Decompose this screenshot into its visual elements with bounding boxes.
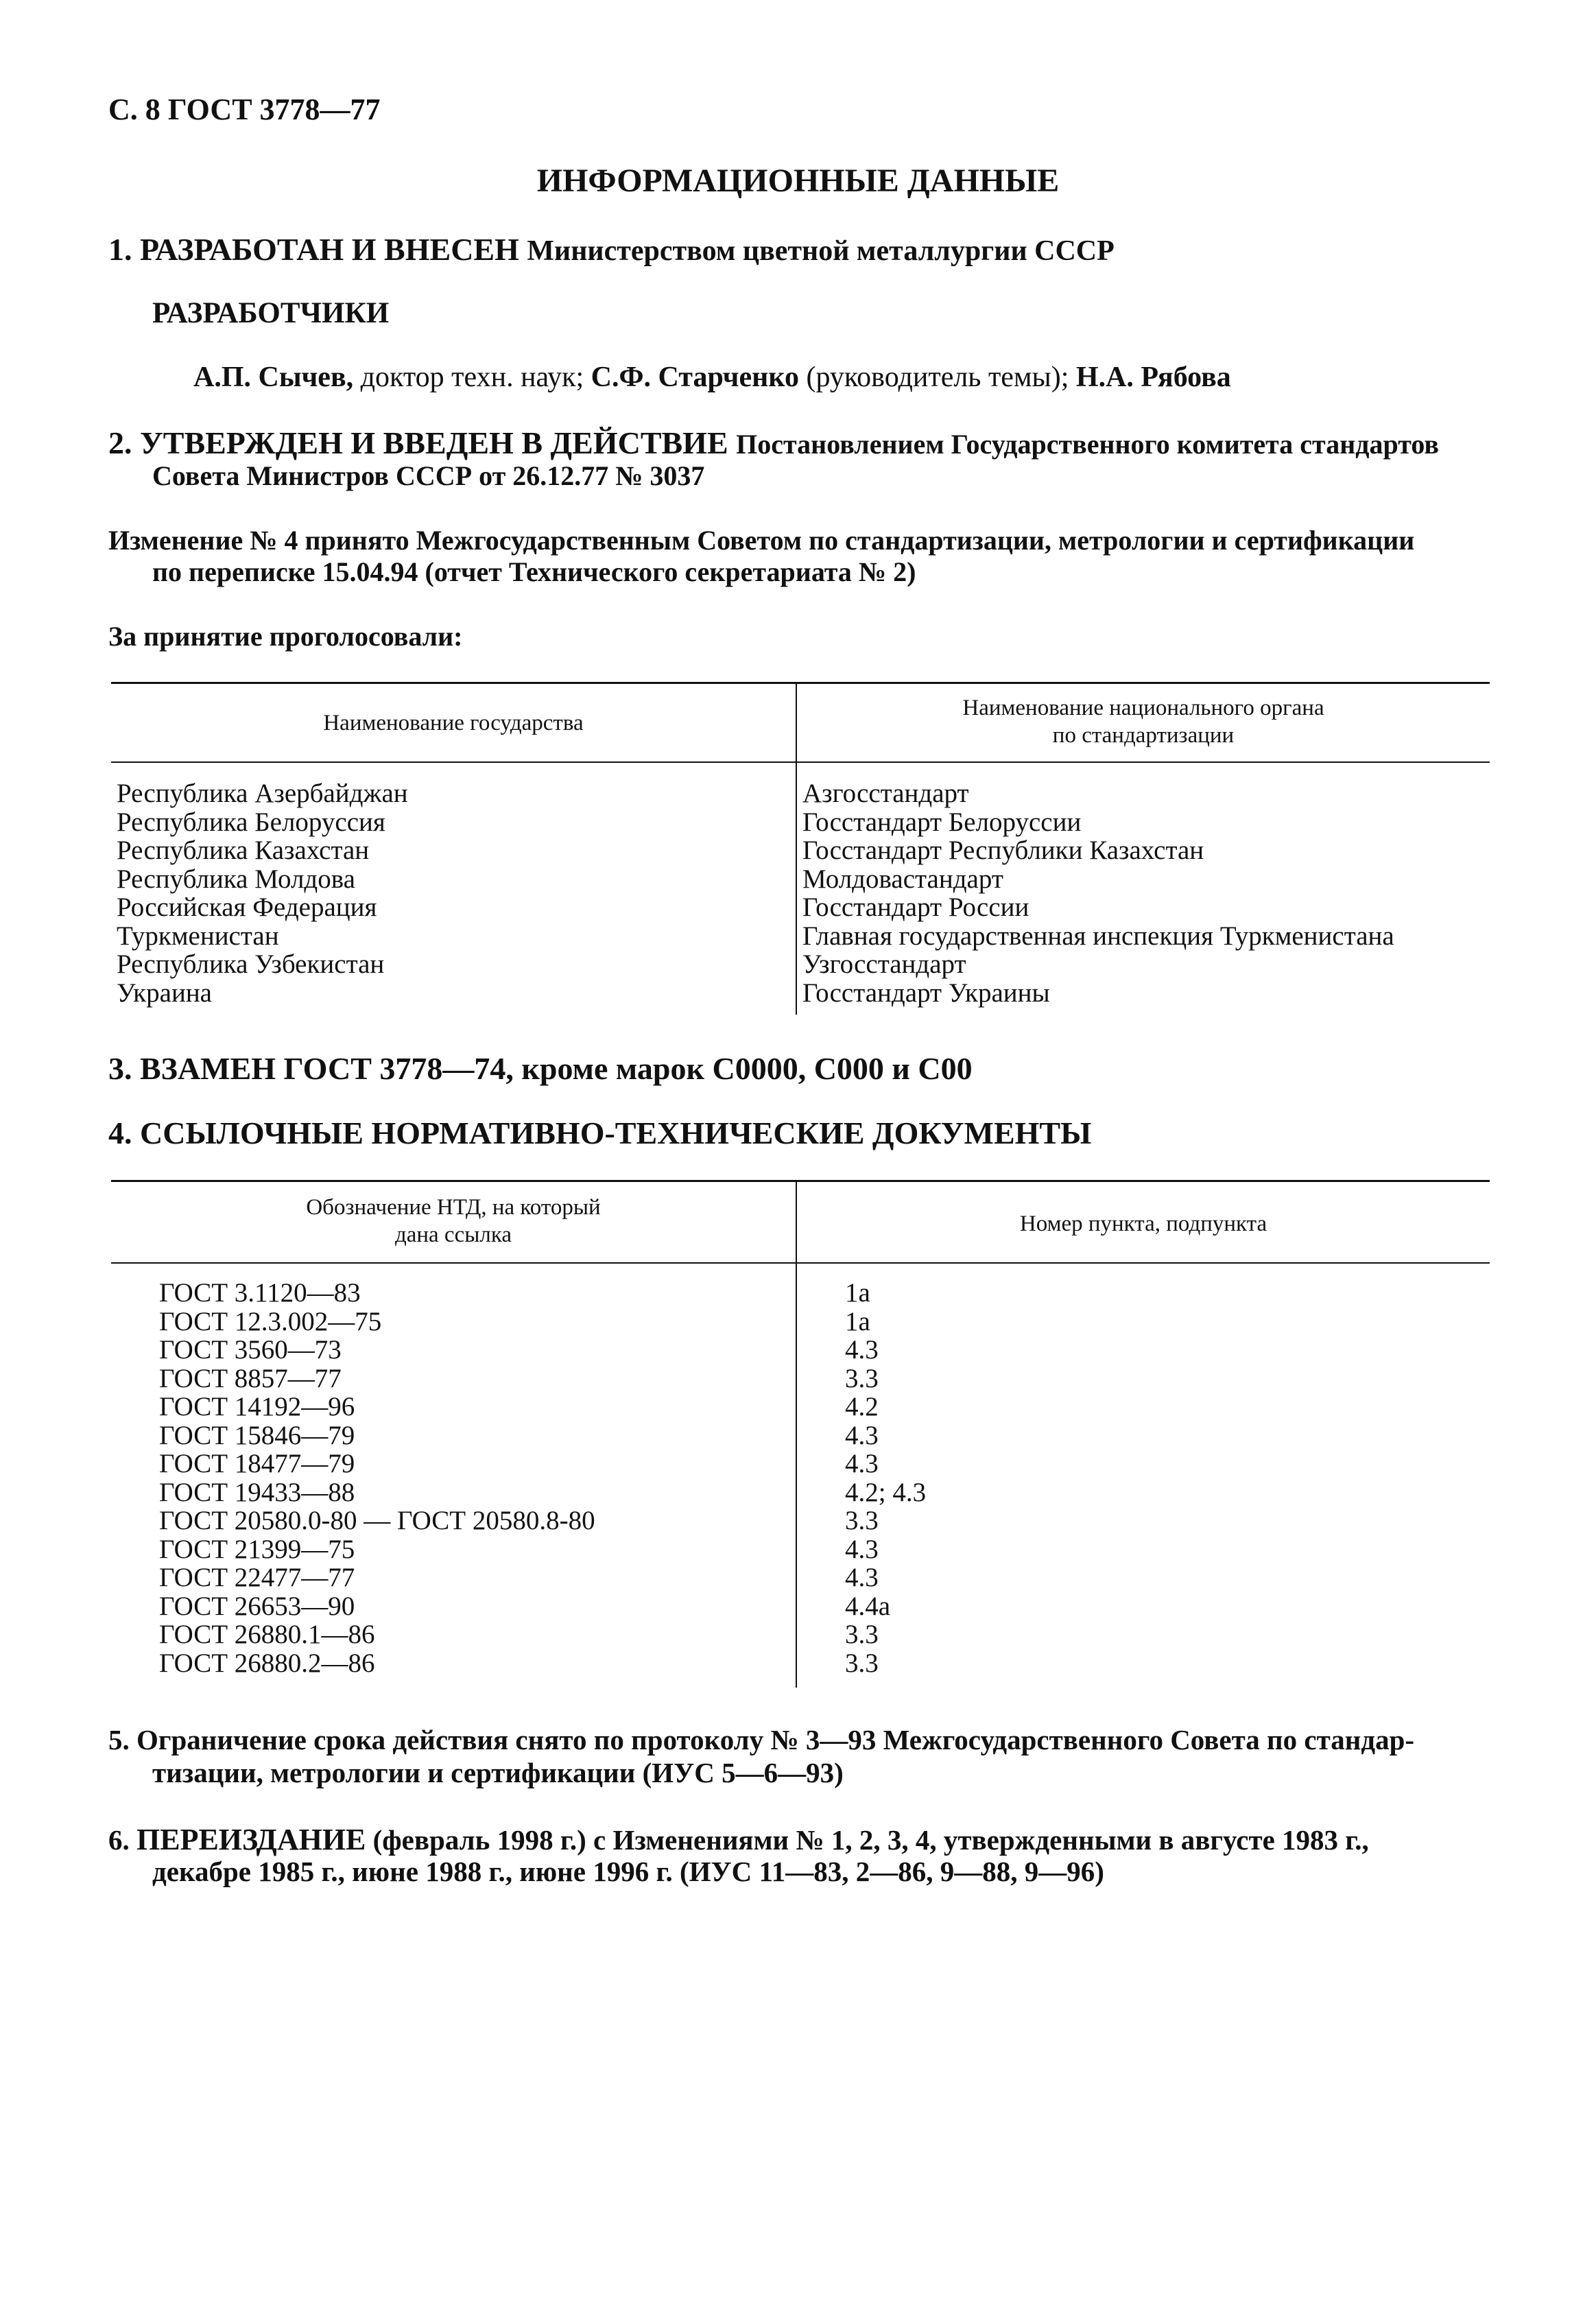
section-text: ВЗАМЕН ГОСТ 3778—74, кроме марок С0000, С000 и С00 — [140, 1051, 973, 1086]
section-number: 3. — [108, 1051, 132, 1086]
section-1 — [108, 233, 1115, 268]
table-header-border — [111, 761, 1490, 763]
section-heading: ССЫЛОЧНЫЕ НОРМАТИВНО-ТЕХНИЧЕСКИЕ ДОКУМЕНТЫ — [140, 1115, 1092, 1150]
table-cell-item: 4.3 — [845, 1420, 879, 1450]
table-cell-item: 4.3 — [845, 1449, 879, 1478]
developer-name: С.Ф. Старченко — [591, 362, 799, 393]
table-cell-document: ГОСТ 8857—77 — [159, 1363, 342, 1393]
table-cell-body: Азгосстандарт — [802, 779, 969, 808]
section-2 — [108, 427, 1439, 461]
table-cell-state: Республика Азербайджан — [117, 779, 408, 808]
page-title: ИНФОРМАЦИОННЫЕ ДАННЫЕ — [536, 163, 1060, 199]
table-cell-document: ГОСТ 18477—79 — [159, 1449, 355, 1478]
section-number: 2. — [108, 425, 132, 460]
section-4 — [108, 1117, 1091, 1150]
table-cell-state: Республика Белоруссия — [117, 807, 385, 837]
table-cell-document: ГОСТ 26880.2—86 — [159, 1648, 375, 1678]
page-header: С. 8 ГОСТ 3778—77 — [108, 93, 381, 126]
section-heading: ПЕРЕИЗДАНИЕ — [136, 1823, 366, 1856]
table-cell-state: Украина — [117, 978, 212, 1008]
section-heading: УТВЕРЖДЕН И ВВЕДЕН В ДЕЙСТВИЕ — [140, 425, 728, 460]
table-cell-document: ГОСТ 19433—88 — [159, 1477, 355, 1507]
table-cell-state: Туркменистан — [117, 921, 279, 951]
section-text: Ограничение срока действия снято по протоколу № 3—93 Межгосударственного Совета по стандар- — [136, 1724, 1415, 1756]
state-column — [117, 779, 408, 1007]
section-text-cont: Совета Министров СССР от 26.12.77 № 3037 — [152, 460, 705, 491]
table-cell-document: ГОСТ 26653—90 — [159, 1591, 355, 1621]
section-6-cont: декабре 1985 г., июне 1988 г., июне 1996 г. (ИУС 11—83, 2—86, 9—88, 9—96) — [152, 1856, 1104, 1887]
table-cell-body: Главная государственная инспекция Туркменистана — [802, 921, 1394, 951]
table-cell-item: 4.2; 4.3 — [845, 1477, 927, 1507]
table-cell-state: Республика Казахстан — [117, 836, 370, 865]
document-column — [159, 1279, 595, 1677]
section-5 — [108, 1723, 1414, 1756]
table-cell-item: 1а — [845, 1306, 870, 1336]
section-text: (февраль 1998 г.) с Изменениями № 1, 2, 3, 4, утвержденными в августе 1983 г., — [372, 1824, 1369, 1856]
section-5-cont: тизации, метрологии и сертификации (ИУС 5—6—93) — [152, 1757, 844, 1788]
table-column-divider — [796, 1180, 797, 1688]
table-cell-item: 3.3 — [845, 1620, 879, 1649]
table-cell-document: ГОСТ 15846—79 — [159, 1420, 355, 1450]
section-heading: РАЗРАБОТАН И ВНЕСЕН — [140, 232, 519, 267]
table-cell-item: 3.3 — [845, 1506, 879, 1535]
table-cell-item: 4.3 — [845, 1563, 879, 1592]
table-cell-document: ГОСТ 26880.1—86 — [159, 1620, 375, 1649]
section-3 — [108, 1052, 973, 1085]
table-cell-body: Госстандарт Украины — [802, 978, 1050, 1008]
table-cell-item: 3.3 — [845, 1363, 879, 1393]
table-cell-document: ГОСТ 21399—75 — [159, 1534, 355, 1564]
section-number: 1. — [108, 232, 132, 267]
table-cell-body: Молдовастандарт — [802, 864, 1003, 894]
table-cell-body: Госстандарт России — [802, 893, 1029, 922]
change-notice: Изменение № 4 принято Межгосударственным Советом по стандартизации, метрологии и сертификации — [108, 525, 1415, 556]
table-cell-document: ГОСТ 12.3.002—75 — [159, 1306, 382, 1336]
developers-list — [193, 361, 1231, 394]
table-cell-item: 4.4а — [845, 1591, 891, 1621]
column-header-state: Наименование государства — [323, 711, 584, 735]
change-notice-cont: по переписке 15.04.94 (отчет Технического секретариата № 2) — [152, 556, 916, 587]
section-6 — [108, 1822, 1369, 1857]
table-cell-item: 4.2 — [845, 1392, 879, 1421]
section-number: 5. — [108, 1724, 130, 1756]
table-cell-document: ГОСТ 14192—96 — [159, 1392, 355, 1421]
table-top-border — [111, 1180, 1490, 1182]
column-header-document: Обозначение НТД, на который дана ссылка — [306, 1195, 601, 1247]
body-column — [802, 779, 1394, 1007]
table-cell-document: ГОСТ 20580.0-80 — ГОСТ 20580.8-80 — [159, 1506, 595, 1535]
table-cell-state: Республика Молдова — [117, 864, 355, 894]
table-header-border — [111, 1262, 1490, 1264]
section-text: Министерством цветной металлургии СССР — [527, 235, 1115, 267]
table-cell-body: Госстандарт Белоруссии — [802, 807, 1082, 837]
developers-label: РАЗРАБОТЧИКИ — [152, 297, 390, 329]
developer-title: доктор техн. наук; — [353, 362, 591, 393]
table-cell-item: 4.3 — [845, 1335, 879, 1364]
developer-name: Н.А. Рябова — [1075, 362, 1231, 393]
column-header-body: Наименование национального органа по стандартизации — [962, 696, 1324, 748]
column-header-item: Номер пункта, подпункта — [1019, 1211, 1267, 1236]
voted-label: За принятие проголосовали: — [108, 621, 463, 652]
section-text: Постановлением Государственного комитета стандартов — [736, 429, 1439, 460]
table-cell-state: Российская Федерация — [117, 893, 377, 922]
developer-name: А.П. Сычев, — [193, 362, 354, 393]
table-cell-item: 1а — [845, 1278, 870, 1308]
table-cell-state: Республика Узбекистан — [117, 949, 385, 979]
table-cell-body: Узгосстандарт — [802, 949, 966, 979]
section-number: 6. — [108, 1824, 130, 1856]
table-cell-document: ГОСТ 22477—77 — [159, 1563, 355, 1592]
table-cell-item: 4.3 — [845, 1534, 879, 1564]
table-top-border — [111, 682, 1490, 684]
developer-role: (руководитель темы); — [798, 362, 1076, 393]
table-cell-body: Госстандарт Республики Казахстан — [802, 836, 1204, 865]
section-number: 4. — [108, 1115, 132, 1150]
item-column — [845, 1279, 926, 1677]
table-cell-document: ГОСТ 3.1120—83 — [159, 1278, 361, 1308]
table-cell-item: 3.3 — [845, 1648, 879, 1678]
table-cell-document: ГОСТ 3560—73 — [159, 1335, 342, 1364]
